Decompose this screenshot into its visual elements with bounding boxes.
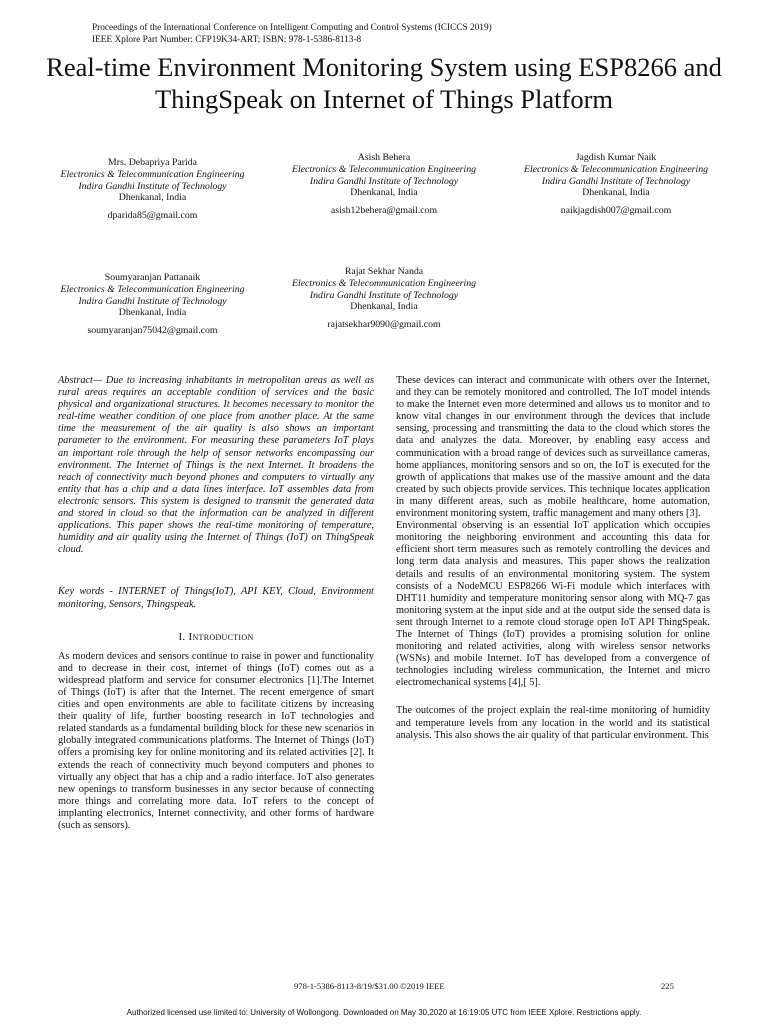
author-dept: Electronics & Telecommunication Engineering xyxy=(60,168,245,180)
abstract-label: Abstract xyxy=(58,375,93,386)
author-inst: Indira Gandhi Institute of Technology xyxy=(309,175,459,187)
abstract-text: Due to increasing inhabitants in metropolitan areas as well as rural areas requires an acceptable condition of services and the basic physical and organizational structures. It becomes necessary to monitor the real-time weather condition of one place from another place. At the same time the measurement of the air quality is also shows an important parameter to the environment. For measuring these parameters IoT plays an important role through the help of sensor networks encompassing our environment. The Internet of Things is the next Internet. It broadens the reach of connectivity much beyond phones and computers to virtually any entity that has a chip and a data lines interface. IoT assembles data from electronic sensors. This system is designed to transmit the generated data and stored in cloud so that the information can be analyzed in different applications. This paper shows the real-time monitoring of temperature, humidity and air quality using the Internet of Things (IoT) on ThingSpeak cloud. xyxy=(58,375,374,556)
copyright-line: 978-1-5386-8113-8/19/$31.00 ©2019 IEEE xyxy=(294,981,445,991)
author-city: Dhenkanal, India xyxy=(582,187,650,199)
right-column xyxy=(396,375,710,742)
author-dept: Electronics & Telecommunication Engineering xyxy=(291,163,477,175)
author-inst: Indira Gandhi Institute of Technology xyxy=(78,295,227,307)
author-dept: Electronics & Telecommunication Engineering xyxy=(60,283,245,295)
body-paragraph: These devices can interact and communicate with others over the Internet, and they can be remotely monitored and controlled. The IoT model intends to make the Internet even more determined and allows us to monitor and to know vital changes in our environment through the devices that include sensing, processing and transmitting the data to the cloud which stores the data and analyzes the data. Moreover, by enabling easy access and communication with a broad range of devices such as surveillance cameras, home appliances, monitoring sensors and so on, the IoT is executed for the growth of applications that makes use of the massive amount and the data created by such objects provide services. This technique locates application in many different areas, such as mobile healthcare, home automation, environment monitoring system, traffic management and many others [3]. xyxy=(396,375,710,520)
author-email: dparida85@gmail.com xyxy=(107,210,198,222)
keywords-label: Key words - xyxy=(58,586,113,598)
author-name: Asish Behera xyxy=(357,152,411,163)
author-name: Soumyaranjan Pattanaik xyxy=(104,272,201,283)
section-heading: I. Introduction xyxy=(178,630,254,643)
part-number-line: IEEE Xplore Part Number: CFP19K34-ART; ISBN: 978-1-5386-8113-8 xyxy=(92,35,362,45)
body-paragraph: The outcomes of the project explain the real-time monitoring of humidity and temperature levels from any location in the world and its statistical analysis. This also shows the air quality of that particular environment. This xyxy=(396,705,710,741)
page-number: 225 xyxy=(661,981,674,991)
author-city: Dhenkanal, India xyxy=(350,301,418,313)
proceedings-line: Proceedings of the International Conference on Intelligent Computing and Control Systems (ICICCS 2019) xyxy=(92,23,492,33)
paper-title: Real-time Environment Monitoring System using ESP8266 and ThingSpeak on Internet of Things Platform xyxy=(46,52,722,114)
abstract: Abstract— Due to increasing inhabitants in metropolitan areas as well as rural areas requires an acceptable condition of services and the basic physical and organizational structures. It becomes necessary to monitor the real-time weather condition of one place from another place. At the same time the measurement of the air quality is also shows an important parameter to the environment. For measuring these parameters IoT plays an important role through the help of sensor networks encompassing our environment. The Internet of Things is the next Internet. It broadens the reach of connectivity much beyond phones and computers to virtually any entity that has a chip and a data lines interface. IoT assembles data from electronic sensors. This system is designed to transmit the generated data and stored in cloud so that the information can be analyzed in different applications. This paper shows the real-time monitoring of temperature, humidity and air quality using the Internet of Things (IoT) on ThingSpeak cloud. xyxy=(58,375,374,556)
keywords-text: INTERNET of Things(IoT), API KEY, Cloud, Environment monitoring, Sensors, Thingspeak. xyxy=(58,586,374,610)
author-name: Mrs. Debapriya Parida xyxy=(108,157,197,168)
proceedings-header xyxy=(92,22,492,46)
license-notice: Authorized licensed use limited to: University of Wollongong. Downloaded on May 30,2020 at 16:19:05 UTC from IEEE Xplore. Restrictions apply. xyxy=(126,1008,642,1017)
author-email: rajatsekhar9090@gmail.com xyxy=(327,319,441,331)
author-block xyxy=(279,152,489,217)
author-block xyxy=(516,152,716,217)
author-dept: Electronics & Telecommunication Engineering xyxy=(291,277,477,289)
author-email: asish12behera@gmail.com xyxy=(330,205,438,217)
author-block xyxy=(50,272,255,337)
author-name: Rajat Sekhar Nanda xyxy=(344,266,424,277)
author-dept: Electronics & Telecommunication Engineering xyxy=(523,163,709,175)
author-city: Dhenkanal, India xyxy=(350,187,418,199)
left-column xyxy=(58,375,374,832)
body-paragraph: Environmental observing is an essential IoT application which occupies monitoring the neighboring environment and accounting this data for efficient short term measures such as remotely controlling the devices and long term data analysis and measures. This paper shows the realization details and results of an environmental monitoring system. The system consists of a NodeMCU ESP8266 Wi-Fi module which interfaces with DHT11 humidity and temperature monitoring sensor along with MQ-7 gas monitoring system at the input side and at the output side the sensed data is sent through Internet to a remote cloud storage open IoT API ThingSpeak. The Internet of Things (IoT) provides a promising solution for online monitoring and related activities, along with wireless sensor networks (WSNs) and mobile Internet. IoT has developed from a convergence of technologies including wireless communication, the Internet and micro electromechanical systems [4],[ 5]. xyxy=(396,520,710,689)
author-email: naikjagdish007@gmail.com xyxy=(560,205,672,217)
keywords xyxy=(58,586,374,610)
author-name: Jagdish Kumar Naik xyxy=(575,152,657,163)
author-inst: Indira Gandhi Institute of Technology xyxy=(541,175,691,187)
author-inst: Indira Gandhi Institute of Technology xyxy=(309,289,459,301)
author-block xyxy=(50,157,255,222)
author-city: Dhenkanal, India xyxy=(118,192,187,204)
author-city: Dhenkanal, India xyxy=(118,307,187,319)
author-block xyxy=(279,266,489,331)
author-email: soumyaranjan75042@gmail.com xyxy=(87,325,218,337)
author-inst: Indira Gandhi Institute of Technology xyxy=(78,180,227,192)
intro-paragraph: As modern devices and sensors continue to raise in power and functionality and to decrease in their cost, internet of things (IoT) comes out as a widespread platform and service for consumer electronics [1].The Internet of Things (IoT) is after that the Internet. The recent emergence of smart cities and open environments are able to facilitate citizens by increasing their quality of life, further boosting research in IoT technologies and related standards as a fundamental building block for these new scenarios in globally integrated communications platforms. The Internet of Things (IoT) offers a promising key for online monitoring and its related activities [2]. It extends the reach of connectivity much beyond computers and phones to virtually any object that has a chip and a radio interface. IoT also generates new openings to transform businesses in any sector because of connecting more things and correlating more data. IoT refers to the concept of implanting electronics, Internet connectivity, and other forms of hardware (such as sensors). xyxy=(58,650,374,831)
